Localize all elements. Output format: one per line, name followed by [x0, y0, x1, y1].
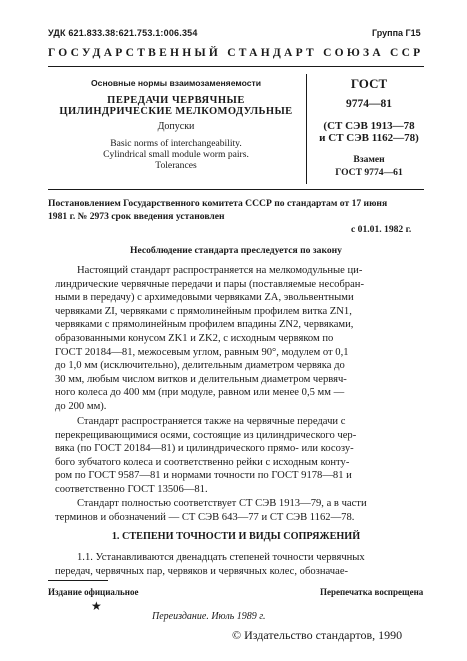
text-line: 1.1. Устанавливаются двенадцать степеней точности червячных — [77, 552, 365, 563]
udk-code: УДК 621.833.38:621.753.1:006.354 — [48, 28, 198, 38]
reissue-note: Переиздание. Июль 1989 г. — [152, 611, 266, 622]
text-line: бого зубчатого колеса и соответственно рейки с исходным конту- — [55, 456, 350, 468]
text-line: перекрещивающимися осями, состоящие из цилиндрического чер- — [55, 429, 357, 441]
header-divider — [48, 66, 424, 67]
english-line2: Cylindrical small module worm pairs. — [103, 149, 249, 160]
state-standard-banner: ГОСУДАРСТВЕННЫЙ СТАНДАРТ СОЮЗА ССР — [48, 47, 424, 59]
text-line: ного колеса до 400 мм (при модуле, равном или менее 0,5 мм — — [55, 387, 345, 399]
paragraph-scope — [55, 264, 422, 414]
st-sev-line1: (СТ СЭВ 1913—78 — [323, 120, 415, 132]
text-line: образованными конусом ZK1 и ZK2, с исходным червяком по — [55, 332, 334, 344]
reprint-forbidden: Перепечатка воспрещена — [320, 587, 424, 597]
gost-number: 9774—81 — [346, 98, 392, 110]
decree-line1: Постановлением Государственного комитета СССР по стандартам от 17 июня — [48, 198, 388, 209]
paragraph-scope-lines — [55, 264, 422, 414]
title-block — [48, 74, 304, 171]
star-icon: ★ — [91, 599, 102, 613]
footer-rule — [48, 580, 108, 581]
subtitle: Допуски — [157, 121, 195, 132]
section-heading: 1. СТЕПЕНИ ТОЧНОСТИ И ВИДЫ СОПРЯЖЕНИЙ — [111, 531, 361, 542]
law-warning: Несоблюдение стандарта преследуется по закону — [130, 245, 342, 256]
text-line: до 200 мм). — [55, 400, 107, 412]
norms-label: Основные нормы взаимозаменяемости — [90, 78, 262, 88]
title-line2: ЦИЛИНДРИЧЕСКИЕ МЕЛКОМОДУЛЬНЫЕ — [59, 106, 293, 117]
text-line: терминов и обозначений — СТ СЭВ 643—77 и СТ СЭВ 1162—78. — [55, 511, 355, 523]
text-line: до 1,0 мм (исключительно), делительным диаметром червяка до — [55, 360, 345, 372]
text-line: Настоящий стандарт распространяется на мелкомодульные ци- — [77, 265, 363, 276]
text-line: соответственно ГОСТ 13506—81. — [55, 483, 208, 495]
copyright-notice: © Издательство стандартов, 1990 — [232, 628, 403, 642]
text-line: Стандарт полностью соответствует СТ СЭВ 1913—79, а в части — [77, 498, 367, 509]
paragraph-compliance — [55, 497, 422, 524]
text-line: ГОСТ 20184—81, межосевым углом, равным 90°, модулем от 0,1 — [55, 346, 349, 358]
text-line: ными в передачу) с архимедовыми червяками ZA, эвольвентными — [55, 292, 354, 304]
decree-line2: 1981 г. № 2973 срок введения установлен — [48, 211, 225, 222]
text-line: червяками с прямолинейным профилем впадины ZN2, червяками, — [55, 319, 354, 331]
text-line: вяка (по ГОСТ 20184—81) и цилиндрического прямо- или косозу- — [55, 443, 354, 455]
paragraph-crossed-axes — [55, 415, 422, 497]
official-edition: Издание официальное — [48, 587, 139, 597]
paragraph-crossed-axes-lines — [55, 415, 422, 497]
replaces-value: ГОСТ 9774—61 — [335, 167, 403, 178]
st-sev-line2: и СТ СЭВ 1162—78) — [319, 132, 419, 144]
group-code: Группа Г15 — [372, 28, 421, 38]
paragraph-accuracy-degrees-lines — [55, 551, 422, 578]
title-block-separator — [306, 74, 307, 184]
gost-label: ГОСТ — [350, 76, 388, 91]
paragraph-compliance-lines — [55, 497, 422, 524]
text-line: передач, червячных пар, червяков и червячных колес, обозначае- — [55, 565, 349, 577]
text-line: ром по ГОСТ 9587—81 и нормами точности по ГОСТ 9178—81 и — [55, 470, 352, 482]
title-divider — [48, 189, 424, 190]
gost-block — [312, 74, 426, 178]
paragraph-accuracy-degrees — [55, 551, 422, 578]
english-line3: Tolerances — [155, 160, 197, 171]
text-line: 30 мм, любым числом витков и делительным диаметром червяч- — [55, 373, 347, 385]
decree-date: с 01.01. 1982 г. — [351, 224, 412, 235]
english-title — [48, 138, 304, 171]
replaces-label: Взамен — [353, 154, 385, 165]
text-line: червяками ZI, червяками с прямолинейным профилем витка ZN1, — [55, 305, 352, 317]
text-line: линдрические червячные передачи и пары (поставляемые несобран- — [55, 278, 365, 290]
text-line: Стандарт распространяется также на червячные передачи с — [77, 416, 346, 427]
english-line1: Basic norms of interchangeability. — [110, 138, 242, 149]
title-line1: ПЕРЕДАЧИ ЧЕРВЯЧНЫЕ — [107, 95, 245, 106]
